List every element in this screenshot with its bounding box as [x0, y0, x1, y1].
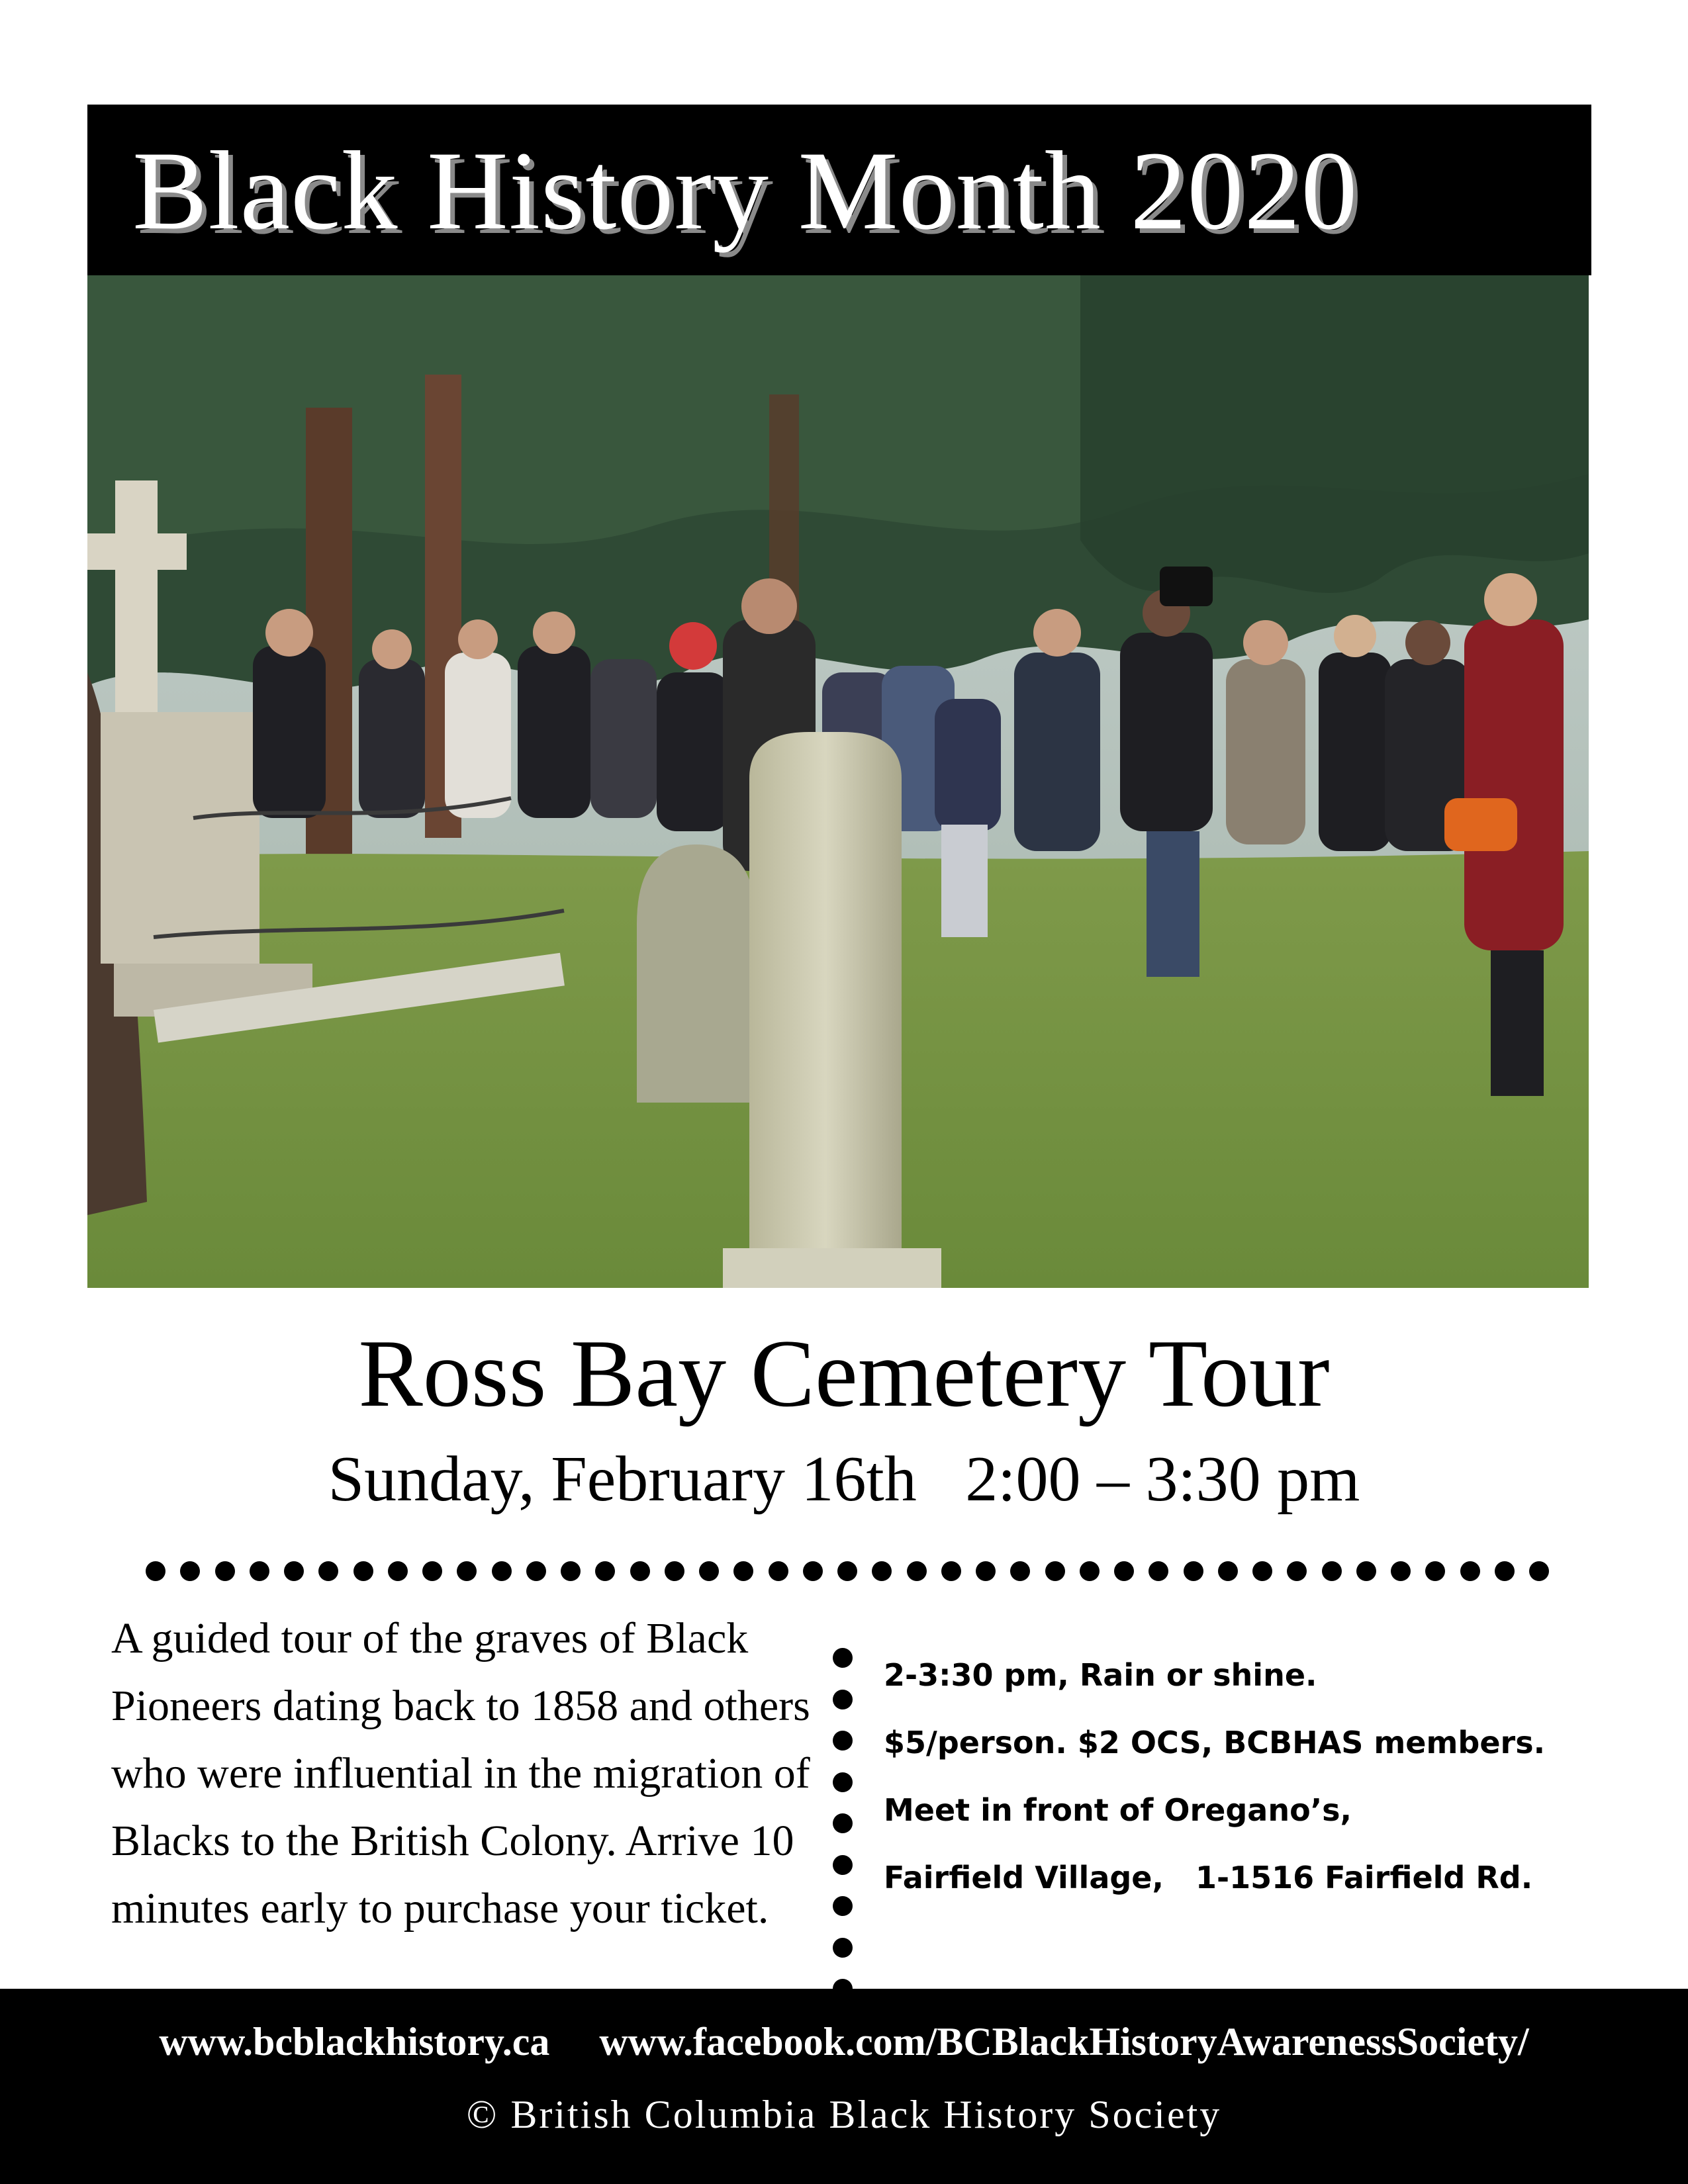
dotted-divider	[146, 1560, 1549, 1582]
website-link[interactable]: www.bcblackhistory.ca	[159, 2020, 550, 2064]
footer-links	[0, 2015, 1688, 2068]
event-title: Ross Bay Cemetery Tour	[358, 1320, 1330, 1427]
detail-time: 2-3:30 pm, Rain or shine.	[884, 1657, 1317, 1693]
copyright: © British Columbia Black History Society	[466, 2093, 1222, 2136]
event-date-time: Sunday, February 16th 2:00 – 3:30 pm	[328, 1443, 1360, 1515]
facebook-link[interactable]: www.facebook.com/BCBlackHistoryAwarenessSociety/	[599, 2020, 1529, 2064]
detail-meeting-point: Meet in front of Oregano’s,	[884, 1792, 1352, 1828]
cemetery-tour-photo	[87, 275, 1589, 1288]
title-banner	[87, 105, 1591, 275]
footer	[0, 1989, 1688, 2184]
tour-description: A guided tour of the graves of Black Pioneers dating back to 1858 and others who were influential in the migration of Blacks to the British Colony. Arrive 10 minutes early to purchase your ticket.	[111, 1614, 810, 1933]
detail-address: Fairfield Village, 1-1516 Fairfield Rd.	[884, 1860, 1533, 1895]
dotted-column-divider	[833, 1648, 853, 1999]
tour-details	[884, 1641, 1625, 1911]
page-title: Black History Month 2020	[132, 128, 1358, 253]
detail-price: $5/person. $2 OCS, BCBHAS members.	[884, 1725, 1546, 1760]
